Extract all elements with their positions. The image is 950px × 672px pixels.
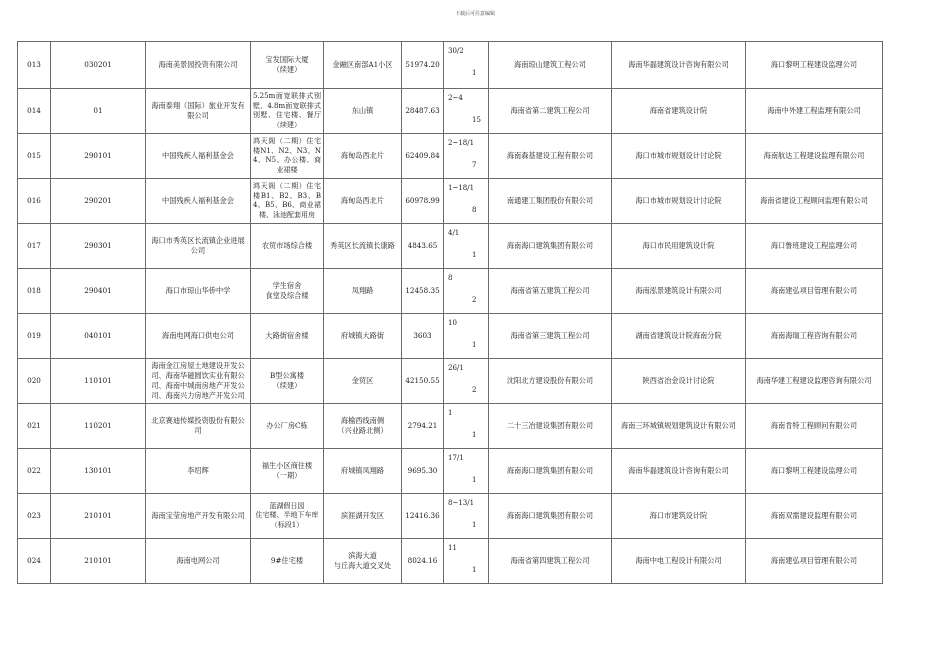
developer-cell: 海南金江房屋土地建设开发公司、海南华磁圆饮实业有限公司、海南中城南房地产开发公司、海南兴力房地产开发公司 <box>146 359 251 404</box>
table-row <box>18 179 883 224</box>
floors-cell <box>444 269 489 314</box>
project-cell: 鸿天阁（二期）住宅楼N1、N2、N3、N4、N5、办公楼、商业裙楼 <box>251 134 324 179</box>
builder-cell: 海南海口建筑集团有限公司 <box>489 449 612 494</box>
seq-cell: 023 <box>18 494 51 539</box>
supervisor-cell: 海口鲁班建设工程监理公司 <box>746 224 883 269</box>
developer-cell: 海口市秀英区长流镇企业进展公司 <box>146 224 251 269</box>
area-cell: 12416.36 <box>402 494 444 539</box>
location-cell: 秀英区长流镇长康路 <box>324 224 402 269</box>
supervisor-cell: 海南中外建工程监理有限公司 <box>746 89 883 134</box>
floors-top: 4/1 <box>448 229 460 237</box>
code-cell: 210101 <box>51 494 146 539</box>
floors-top: 26/1 <box>448 364 464 372</box>
code-cell: 290101 <box>51 134 146 179</box>
designer-cell: 海口市城市规划设计讨论院 <box>612 134 746 179</box>
code-cell: 040101 <box>51 314 146 359</box>
table-row <box>18 134 883 179</box>
table-row <box>18 449 883 494</box>
area-cell: 12458.35 <box>402 269 444 314</box>
floors-bottom: 1 <box>472 476 477 484</box>
floors-cell <box>444 134 489 179</box>
table-row <box>18 494 883 539</box>
developer-cell: 海南泰翔（国际）旅业开发有限公司 <box>146 89 251 134</box>
location-cell: 东山镇 <box>324 89 402 134</box>
location-cell: 府城镇大路街 <box>324 314 402 359</box>
developer-cell: 中国残疾人福利基金会 <box>146 179 251 224</box>
supervisor-cell: 海南建弘项目管理有限公司 <box>746 539 883 584</box>
floors-bottom: 15 <box>472 116 481 124</box>
floors-top: 8 <box>448 274 453 282</box>
floors-cell <box>444 224 489 269</box>
project-cell: 5.25m面宽联排式别墅、4.8m面宽联排式别墅、住宅楼、餐厅（续建） <box>251 89 324 134</box>
code-cell: 290201 <box>51 179 146 224</box>
developer-cell: 北京赛迪传媒投资股份有限公司 <box>146 404 251 449</box>
designer-cell: 海口市建筑设计院 <box>612 494 746 539</box>
supervisor-cell: 海南建弘项目管理有限公司 <box>746 269 883 314</box>
location-cell: 滨涯湖开发区 <box>324 494 402 539</box>
download-note: 下载后可任意编辑 <box>454 11 495 17</box>
floors-top: 2~18/1 <box>448 139 475 147</box>
developer-cell: 海南电网海口供电公司 <box>146 314 251 359</box>
table-row <box>18 314 883 359</box>
builder-cell: 二十三冶建设集团有限公司 <box>489 404 612 449</box>
table-row <box>18 224 883 269</box>
seq-cell: 014 <box>18 89 51 134</box>
developer-cell: 李绍辉 <box>146 449 251 494</box>
table-row <box>18 404 883 449</box>
code-cell: 110201 <box>51 404 146 449</box>
seq-cell: 022 <box>18 449 51 494</box>
developer-cell: 海南美景园投资有限公司 <box>146 42 251 89</box>
floors-cell <box>444 539 489 584</box>
designer-cell: 海南泓景建筑设计有限公司 <box>612 269 746 314</box>
designer-cell: 陕西省冶金设计讨论院 <box>612 359 746 404</box>
developer-cell: 海南宝莹房地产开发有限公司 <box>146 494 251 539</box>
designer-cell: 海南中电工程设计有限公司 <box>612 539 746 584</box>
floors-bottom: 2 <box>472 296 477 304</box>
supervisor-cell: 海南肯特工程顾问有限公司 <box>746 404 883 449</box>
builder-cell: 海南省第五建筑工程公司 <box>489 269 612 314</box>
builder-cell: 海南海口建筑集团有限公司 <box>489 494 612 539</box>
floors-top: 1 <box>448 409 453 417</box>
developer-cell: 海口市琼山华侨中学 <box>146 269 251 314</box>
area-cell: 42150.55 <box>402 359 444 404</box>
designer-cell: 海口市民用建筑设计院 <box>612 224 746 269</box>
project-cell: 9#住宅楼 <box>251 539 324 584</box>
code-cell: 290401 <box>51 269 146 314</box>
floors-bottom: 1 <box>472 521 477 529</box>
builder-cell: 海南省第二建筑工程公司 <box>489 89 612 134</box>
supervisor-cell: 海南航达工程建设监理有限公司 <box>746 134 883 179</box>
seq-cell: 018 <box>18 269 51 314</box>
floors-bottom: 1 <box>472 251 477 259</box>
supervisor-cell: 海口黎明工程建设监理公司 <box>746 449 883 494</box>
table-row <box>18 539 883 584</box>
designer-cell: 海南华磊建筑设计咨询有限公司 <box>612 449 746 494</box>
builder-cell: 海南森基建设工程有限公司 <box>489 134 612 179</box>
seq-cell: 019 <box>18 314 51 359</box>
floors-cell <box>444 449 489 494</box>
area-cell: 4843.65 <box>402 224 444 269</box>
seq-cell: 021 <box>18 404 51 449</box>
seq-cell: 020 <box>18 359 51 404</box>
table-row <box>18 89 883 134</box>
floors-cell <box>444 314 489 359</box>
floors-top: 11 <box>448 544 457 552</box>
code-cell: 030201 <box>51 42 146 89</box>
area-cell: 9695.30 <box>402 449 444 494</box>
project-cell: 学生宿舍 食堂及综合楼 <box>251 269 324 314</box>
location-cell: 凤翔路 <box>324 269 402 314</box>
designer-cell: 海口市城市规划设计讨论院 <box>612 179 746 224</box>
project-cell: 大路街宿舍楼 <box>251 314 324 359</box>
floors-bottom: 8 <box>472 206 477 214</box>
seq-cell: 024 <box>18 539 51 584</box>
floors-bottom: 1 <box>472 566 477 574</box>
code-cell: 01 <box>51 89 146 134</box>
builder-cell: 海南省第三建筑工程公司 <box>489 314 612 359</box>
floors-bottom: 1 <box>472 69 477 77</box>
location-cell: 滨海大道 与丘海大道交叉处 <box>324 539 402 584</box>
supervisor-cell: 海南海瑞工程咨询有限公司 <box>746 314 883 359</box>
seq-cell: 013 <box>18 42 51 89</box>
area-cell: 28487.63 <box>402 89 444 134</box>
floors-cell <box>444 179 489 224</box>
code-cell: 290301 <box>51 224 146 269</box>
designer-cell: 湖南省建筑设计院海南分院 <box>612 314 746 359</box>
builder-cell: 沈阳北方建设股份有限公司 <box>489 359 612 404</box>
builder-cell: 海南省第四建筑工程公司 <box>489 539 612 584</box>
builder-cell: 海南琼山建筑工程公司 <box>489 42 612 89</box>
project-cell: 农贸市场综合楼 <box>251 224 324 269</box>
designer-cell: 海南华磊建筑设计咨询有限公司 <box>612 42 746 89</box>
floors-bottom: 1 <box>472 431 477 439</box>
project-cell: 宝发国际大厦 （续建） <box>251 42 324 89</box>
project-cell: 蓝湖假日园 住宅楼、半地下车库 （标段1） <box>251 494 324 539</box>
floors-top: 1~18/1 <box>448 184 475 192</box>
floors-top: 8~13/1 <box>448 499 475 507</box>
seq-cell: 016 <box>18 179 51 224</box>
builder-cell: 海南海口建筑集团有限公司 <box>489 224 612 269</box>
project-table <box>17 41 883 584</box>
supervisor-cell: 海南省建设工程顾问监理有限公司 <box>746 179 883 224</box>
location-cell: 海甸岛西北片 <box>324 134 402 179</box>
floors-top: 10 <box>448 319 457 327</box>
code-cell: 130101 <box>51 449 146 494</box>
floors-bottom: 2 <box>472 386 477 394</box>
project-cell: 鸿天阁（二期）住宅楼B1、B2、B3、B4、B5、B6、商业裙楼、泳池配套用房 <box>251 179 324 224</box>
project-cell: B型公寓楼 （续建） <box>251 359 324 404</box>
supervisor-cell: 海南华建工程建设监理咨询有限公司 <box>746 359 883 404</box>
floors-cell <box>444 404 489 449</box>
area-cell: 62409.84 <box>402 134 444 179</box>
builder-cell: 南通建工集团股份有限公司 <box>489 179 612 224</box>
location-cell: 海甸岛西北片 <box>324 179 402 224</box>
floors-cell <box>444 494 489 539</box>
floors-cell <box>444 42 489 89</box>
project-cell: 福生小区商住楼 （一期） <box>251 449 324 494</box>
area-cell: 2794.21 <box>402 404 444 449</box>
floors-bottom: 1 <box>472 341 477 349</box>
area-cell: 8024.16 <box>402 539 444 584</box>
floors-top: 2~4 <box>448 94 463 102</box>
location-cell: 金贸区 <box>324 359 402 404</box>
seq-cell: 017 <box>18 224 51 269</box>
project-cell: 办公厂房C栋 <box>251 404 324 449</box>
area-cell: 60978.99 <box>402 179 444 224</box>
supervisor-cell: 海口黎明工程建设监理公司 <box>746 42 883 89</box>
table-row <box>18 359 883 404</box>
developer-cell: 中国残疾人福利基金会 <box>146 134 251 179</box>
table-row <box>18 42 883 89</box>
location-cell: 府城镇凤翔路 <box>324 449 402 494</box>
code-cell: 210101 <box>51 539 146 584</box>
floors-bottom: 7 <box>472 161 477 169</box>
supervisor-cell: 海南双需建设监理有限公司 <box>746 494 883 539</box>
floors-top: 30/2 <box>448 47 464 55</box>
area-cell: 3603 <box>402 314 444 359</box>
designer-cell: 海南省建筑设计院 <box>612 89 746 134</box>
floors-cell <box>444 89 489 134</box>
code-cell: 110101 <box>51 359 146 404</box>
designer-cell: 海南三环城镇规划建筑设计有限公司 <box>612 404 746 449</box>
floors-cell <box>444 359 489 404</box>
area-cell: 51974.20 <box>402 42 444 89</box>
seq-cell: 015 <box>18 134 51 179</box>
location-cell: 海榆西线南侧 （兴业路北侧） <box>324 404 402 449</box>
floors-top: 17/1 <box>448 454 464 462</box>
developer-cell: 海南电网公司 <box>146 539 251 584</box>
table-row <box>18 269 883 314</box>
location-cell: 金融区南部A1小区 <box>324 42 402 89</box>
